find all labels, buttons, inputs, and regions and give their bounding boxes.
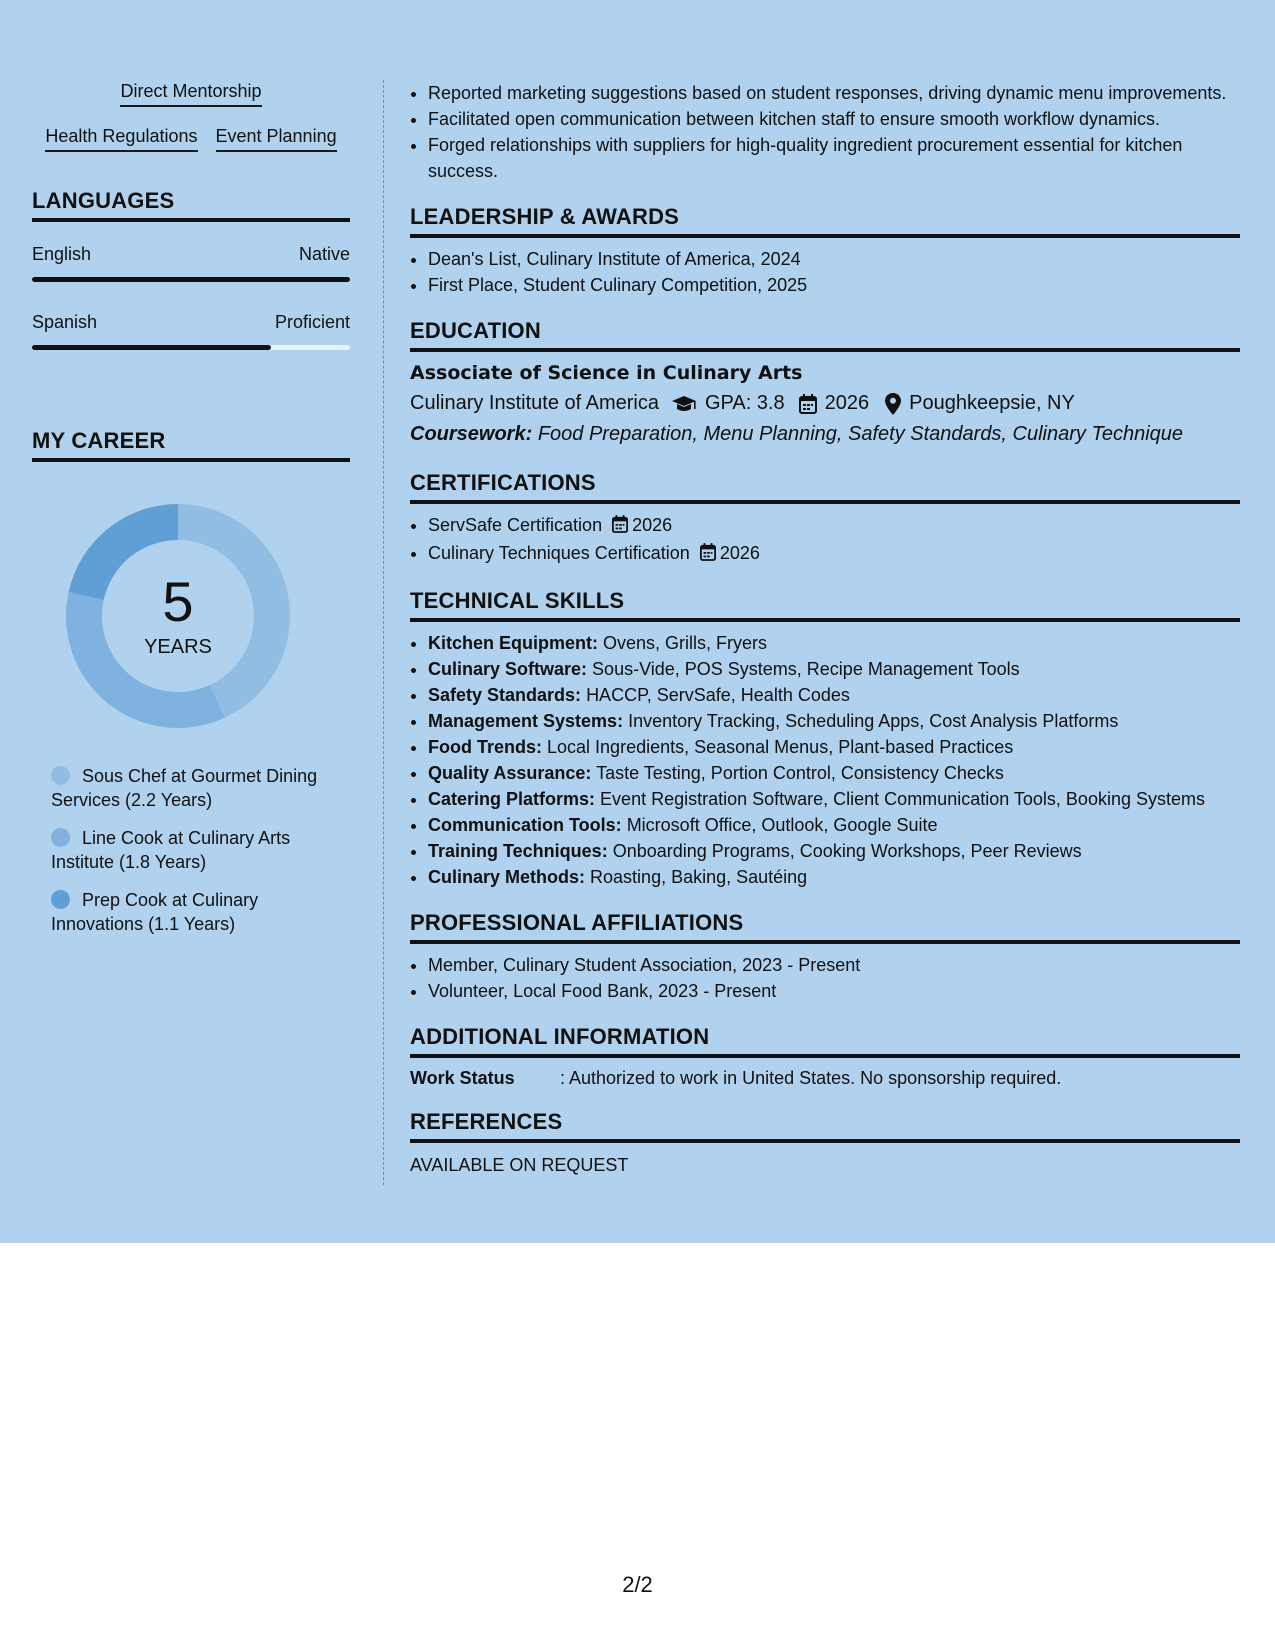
references-heading: REFERENCES bbox=[410, 1109, 1240, 1143]
languages-section bbox=[32, 188, 350, 350]
career-legend-item bbox=[51, 764, 341, 812]
career-legend bbox=[32, 764, 350, 936]
legend-color-dot bbox=[51, 828, 70, 847]
page-number: 2/2 bbox=[622, 1572, 653, 1597]
career-total-years: 5 bbox=[162, 569, 194, 633]
language-proficiency-bar bbox=[32, 277, 350, 282]
language-list bbox=[32, 244, 350, 350]
skill-item bbox=[428, 812, 1240, 838]
skill-item bbox=[428, 734, 1240, 760]
languages-heading: LANGUAGES bbox=[32, 188, 350, 222]
skill-values: Onboarding Programs, Cooking Workshops, Peer Reviews bbox=[612, 841, 1082, 861]
skill-tag-row bbox=[32, 125, 350, 152]
skills-list bbox=[410, 630, 1240, 890]
affiliations-list bbox=[410, 952, 1240, 1004]
skill-values: Local Ingredients, Seasonal Menus, Plant-based Practices bbox=[547, 737, 1014, 757]
certification-item bbox=[428, 540, 1240, 568]
references-text: AVAILABLE ON REQUEST bbox=[410, 1155, 629, 1175]
career-legend-label: Line Cook at Culinary Arts Institute (1.8 Years) bbox=[51, 828, 291, 872]
affiliation-item: • Volunteer, Local Food Bank, 2023 - Present bbox=[428, 978, 1240, 1004]
school-location: Poughkeepsie, NY bbox=[909, 392, 1075, 414]
skill-values: Sous-Vide, POS Systems, Recipe Management Tools bbox=[592, 659, 1020, 679]
skill-values: Taste Testing, Portion Control, Consistency Checks bbox=[596, 763, 1004, 783]
graduation-cap-icon bbox=[671, 394, 697, 414]
coursework bbox=[410, 423, 1240, 446]
certification-name: Culinary Techniques Certification bbox=[428, 543, 690, 563]
skills-section bbox=[410, 588, 1240, 890]
career-donut-chart bbox=[66, 504, 290, 728]
leadership-list bbox=[410, 246, 1240, 298]
skill-item bbox=[428, 760, 1240, 786]
language-name: Spanish bbox=[32, 312, 98, 332]
language-proficiency-fill bbox=[32, 345, 271, 350]
skill-values: Ovens, Grills, Fryers bbox=[603, 633, 768, 653]
career-legend-label: Sous Chef at Gourmet Dining Services (2.2 Years) bbox=[51, 766, 318, 810]
location-pin-icon bbox=[885, 393, 901, 415]
gpa: GPA: 3.8 bbox=[705, 392, 785, 414]
certifications-list bbox=[410, 512, 1240, 568]
calendar-icon bbox=[612, 514, 628, 540]
skill-item bbox=[428, 708, 1240, 734]
career-years-label: YEARS bbox=[144, 635, 212, 658]
skill-category: Quality Assurance: bbox=[428, 763, 592, 783]
calendar-icon bbox=[799, 394, 817, 414]
certification-item bbox=[428, 512, 1240, 540]
work-status-row bbox=[410, 1068, 1240, 1089]
skill-category: Safety Standards: bbox=[428, 685, 582, 705]
skill-item bbox=[428, 656, 1240, 682]
skill-item bbox=[428, 786, 1240, 812]
work-status-value: : Authorized to work in United States. No sponsorship required. bbox=[560, 1068, 1062, 1088]
education-section bbox=[410, 318, 1240, 446]
skills-heading: TECHNICAL SKILLS bbox=[410, 588, 1240, 622]
additional-info-section bbox=[410, 1024, 1240, 1089]
language-level: Native bbox=[298, 244, 350, 264]
language-proficiency-fill bbox=[32, 277, 350, 282]
language-row bbox=[32, 244, 350, 265]
language-row bbox=[32, 312, 350, 333]
leadership-heading: LEADERSHIP & AWARDS bbox=[410, 204, 1240, 238]
skill-category: Catering Platforms: bbox=[428, 789, 596, 809]
award-item: • Dean's List, Culinary Institute of America, 2024 bbox=[428, 246, 1240, 272]
award-item: • First Place, Student Culinary Competition, 2025 bbox=[428, 272, 1240, 298]
language-level: Proficient bbox=[274, 312, 350, 332]
affiliation-item: • Member, Culinary Student Association, 2023 - Present bbox=[428, 952, 1240, 978]
skill-values: Event Registration Software, Client Communication Tools, Booking Systems bbox=[600, 789, 1205, 809]
education-heading: EDUCATION bbox=[410, 318, 1240, 352]
career-legend-label: Prep Cook at Culinary Innovations (1.1 Years) bbox=[51, 890, 259, 934]
certifications-heading: CERTIFICATIONS bbox=[410, 470, 1240, 504]
skill-values: Inventory Tracking, Scheduling Apps, Cost Analysis Platforms bbox=[628, 711, 1119, 731]
language-name: English bbox=[32, 244, 92, 264]
certification-year: 2026 bbox=[632, 515, 673, 535]
experience-bullets bbox=[410, 80, 1240, 184]
career-legend-item bbox=[51, 826, 341, 874]
skill-category: Culinary Software: bbox=[428, 659, 588, 679]
legend-color-dot bbox=[51, 766, 70, 785]
skill-tags bbox=[32, 80, 350, 152]
references-section bbox=[410, 1109, 1240, 1176]
skill-item bbox=[428, 630, 1240, 656]
additional-info-heading: ADDITIONAL INFORMATION bbox=[410, 1024, 1240, 1058]
career-heading: MY CAREER bbox=[32, 428, 350, 462]
skill-values: Roasting, Baking, Sautéing bbox=[590, 867, 808, 887]
skill-tag: Direct Mentorship bbox=[120, 80, 261, 107]
skill-tag-row bbox=[32, 80, 350, 107]
certifications-section bbox=[410, 470, 1240, 568]
skill-category: Management Systems: bbox=[428, 711, 624, 731]
coursework-list: Food Preparation, Menu Planning, Safety Standards, Culinary Technique bbox=[537, 423, 1184, 445]
skill-values: Microsoft Office, Outlook, Google Suite bbox=[626, 815, 938, 835]
language-item bbox=[32, 312, 350, 350]
skill-item bbox=[428, 838, 1240, 864]
skill-category: Training Techniques: bbox=[428, 841, 608, 861]
certification-name: ServSafe Certification bbox=[428, 515, 603, 535]
affiliations-section bbox=[410, 910, 1240, 1004]
school-name: Culinary Institute of America bbox=[410, 392, 659, 414]
certification-year: 2026 bbox=[719, 543, 760, 563]
coursework-label: Coursework: bbox=[410, 423, 533, 445]
graduation-year: 2026 bbox=[824, 392, 870, 414]
affiliations-heading: PROFESSIONAL AFFILIATIONS bbox=[410, 910, 1240, 944]
skill-values: HACCP, ServSafe, Health Codes bbox=[586, 685, 850, 705]
career-legend-item bbox=[51, 888, 341, 936]
education-details bbox=[410, 392, 1240, 415]
leadership-section bbox=[410, 204, 1240, 298]
sidebar bbox=[32, 80, 350, 950]
skill-category: Kitchen Equipment: bbox=[428, 633, 598, 653]
skill-category: Culinary Methods: bbox=[428, 867, 586, 887]
experience-bullet: • Forged relationships with suppliers for high-quality ingredient procurement essential for kitchen success. bbox=[428, 132, 1240, 184]
column-divider bbox=[383, 80, 384, 1185]
skill-item bbox=[428, 864, 1240, 890]
experience-bullet: • Facilitated open communication between kitchen staff to ensure smooth workflow dynamics. bbox=[428, 106, 1240, 132]
language-proficiency-bar bbox=[32, 345, 350, 350]
legend-color-dot bbox=[51, 890, 70, 909]
skill-category: Food Trends: bbox=[428, 737, 542, 757]
main-content bbox=[410, 80, 1240, 1176]
skill-item bbox=[428, 682, 1240, 708]
degree-title: Associate of Science in Culinary Arts bbox=[410, 362, 803, 384]
skill-tag: Event Planning bbox=[216, 125, 337, 152]
skill-tag: Health Regulations bbox=[45, 125, 197, 152]
language-item bbox=[32, 244, 350, 282]
work-status-key: Work Status bbox=[410, 1068, 515, 1088]
calendar-icon bbox=[700, 542, 716, 568]
skill-category: Communication Tools: bbox=[428, 815, 622, 835]
experience-bullet: • Reported marketing suggestions based on student responses, driving dynamic menu improvements. bbox=[428, 80, 1240, 106]
